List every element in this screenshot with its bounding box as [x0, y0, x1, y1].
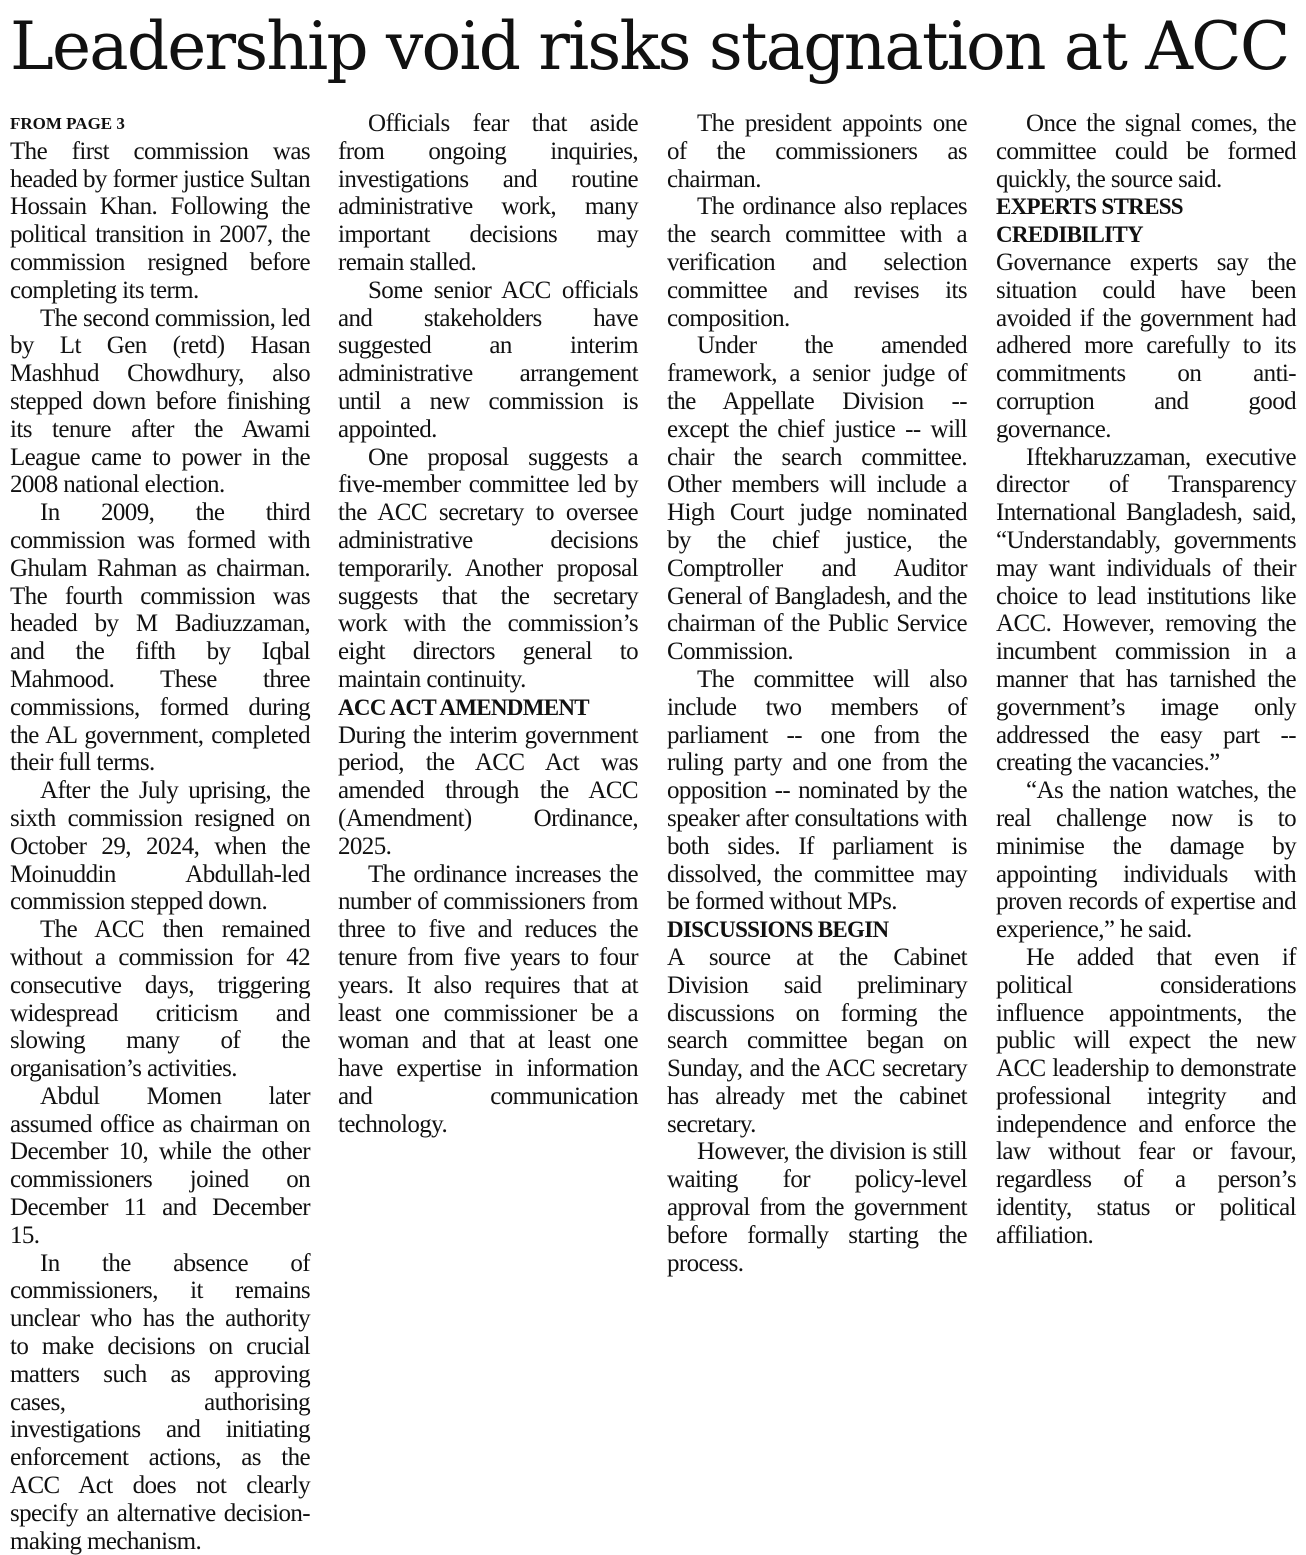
- kicker: FROM PAGE 3: [10, 114, 125, 133]
- paragraph: Some senior ACC officials and stakeholders have suggested an interim administrative arrangement until a new commission is appointed.: [338, 276, 638, 443]
- paragraph: One proposal suggests a five-member committee led by the ACC secretary to oversee administrative decisions temporarily. Another proposal suggests that the secretary work with the commission’s eight directors general to maintain continuity.: [338, 443, 638, 693]
- paragraph: Iftekharuzzaman, executive director of Transparency International Bangladesh, said, “Understandably, governments may want individuals of their choice to lead institutions like ACC. However, removing the incumbent commission in a manner that has tarnished the government’s image only addressed the easy part -- creating the vacancies.”: [996, 443, 1296, 777]
- paragraph: [10, 110, 310, 305]
- paragraph: Governance experts say the situation could have been avoided if the government had adhered more carefully to its commitments on anti-corruption and good governance.: [996, 248, 1296, 443]
- article-column-2: [338, 110, 638, 1450]
- paragraph: The second commission, led by Lt Gen (retd) Hasan Mashhud Chowdhury, also stepped down before finishing its tenure after the Awami League came to power in the 2008 national election.: [10, 304, 310, 499]
- paragraph: Once the signal comes, the committee could be formed quickly, the source said.: [996, 110, 1296, 193]
- paragraph: The ACC then remained without a commission for 42 consecutive days, triggering widespread criticism and slowing many of the organisation’s activities.: [10, 916, 310, 1083]
- paragraph: A source at the Cabinet Division said preliminary discussions on forming the search committee began on Sunday, and the ACC secretary has already met the cabinet secretary.: [667, 943, 967, 1138]
- paragraph: [10, 1250, 310, 1555]
- paragraph: He added that even if political considerations influence appointments, the public will expect the new ACC leadership to demonstrate professional integrity and independence and enforce the law without fear or favour, regardless of a person’s identity, status or political affiliation.: [996, 943, 1296, 1249]
- article-column-1: [10, 110, 310, 1555]
- headline: Leadership void risks stagnation at ACC: [10, 8, 1289, 85]
- paragraph: In 2009, the third commission was formed with Ghulam Rahman as chairman. The fourth commission was headed by M Badiuzzaman, and the fifth by Iqbal Mahmood. These three commissions, formed during the AL government, completed their full terms.: [10, 499, 310, 777]
- subhead-acc-act-amendment: ACC ACT AMENDMENT: [338, 694, 589, 720]
- paragraph: The president appoints one of the commissioners as chairman.: [667, 110, 967, 193]
- subhead-discussions-begin: DISCUSSIONS BEGIN: [667, 917, 889, 943]
- paragraph: The ordinance also replaces the search committee with a verification and selection committee and revises its composition.: [667, 193, 967, 332]
- subhead-experts-stress-credibility: EXPERTS STRESS CREDIBILITY: [996, 194, 1183, 248]
- paragraph-text: In the absence of commissioners, it remains unclear who has the authority to make decisions on crucial matters such as approving cases, authorising investigations and initiating enforcement actions, as the ACC Act does not clearly specify an alternative decision-making mechanism.: [10, 1249, 310, 1555]
- paragraph: Abdul Momen later assumed office as chairman on December 10, while the other commissioners joined on December 11 and December 15.: [10, 1082, 310, 1249]
- paragraph-text: The first commission was headed by former justice Sultan Hossain Khan. Following the political transition in 2007, the commission resigned before completing its term.: [10, 137, 310, 304]
- paragraph: The ordinance increases the number of commissioners from three to five and reduces the tenure from five years to four years. It also requires that at least one commissioner be a woman and that at least one have expertise in information and communication technology.: [338, 860, 638, 1138]
- paragraph: After the July uprising, the sixth commission resigned on October 29, 2024, when the Moinuddin Abdullah-led commission stepped down.: [10, 777, 310, 916]
- article-column-4: [996, 110, 1296, 1450]
- paragraph: “As the nation watches, the real challenge now is to minimise the damage by appointing individuals with proven records of expertise and experience,” he said.: [996, 777, 1296, 944]
- paragraph: The committee will also include two members of parliament -- one from the ruling party and one from the opposition -- nominated by the speaker after consultations with both sides. If parliament is dissolved, the committee may be formed without MPs.: [667, 665, 967, 916]
- paragraph: During the interim government period, the ACC Act was amended through the ACC (Amendment) Ordinance, 2025.: [338, 721, 638, 860]
- paragraph: Officials fear that aside from ongoing inquiries, investigations and routine administrative work, many important decisions may remain stalled.: [338, 110, 638, 276]
- paragraph: Under the amended framework, a senior judge of the Appellate Division -- except the chief justice -- will chair the search committee. Other members will include a High Court judge nominated by the chief justice, the Comptroller and Auditor General of Bangladesh, and the chairman of the Public Service Commission.: [667, 332, 967, 666]
- paragraph: However, the division is still waiting for policy-level approval from the government before formally starting the process.: [667, 1138, 967, 1277]
- article-column-3: [667, 110, 967, 1450]
